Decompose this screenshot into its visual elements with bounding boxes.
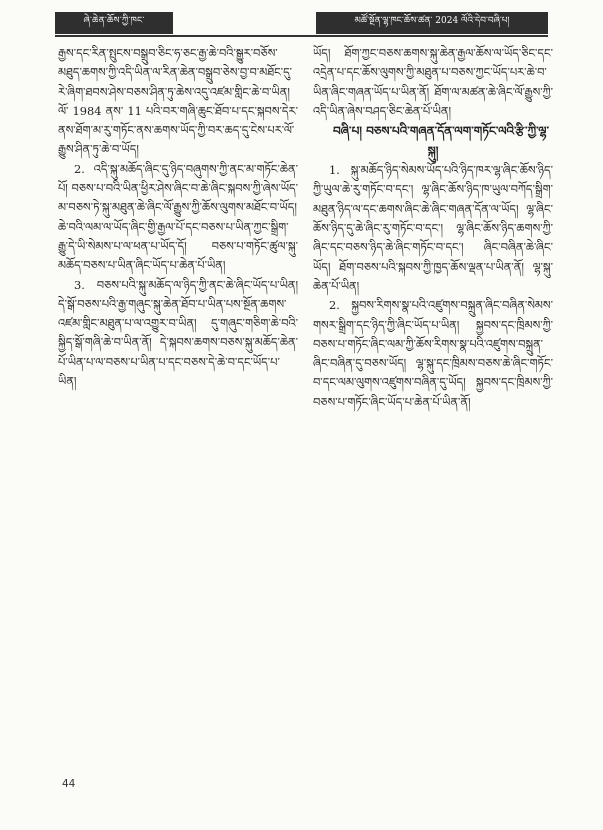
- section-heading: བཞི་པ། བཅས་པའི་གཞན་དོན་ལག་གཏོང་ལའི་རྩི་ཀྱི་ལྷ་སྐུ།: [332, 124, 550, 159]
- body-paragraph: 2. སྐྱབས་རིགས་སྣ་པའི་འཛུགས་བསྐྲུན་ཞིང་བཞིན་སེམས་གསར་སྒྲིག་དང་ཉིད་ཀྱི་ཞིང་ཡོད་པ་ཡིན། སྐྱབས་དང་ཁྲིམས་ཀྱི་བཅས་པ་གཏོང་ཞིང་ལམ་ཀྱི་ཆོས་རིགས་སྣ་པའི་འཛུགས་བསྐྲུན་ཞིང་བཞིན་དུ་བཅས་ཡོད། ལྷ་སྐུ་དང་ཁྲིམས་བཅས་ཆེ་ཞིང་གཏོང་བ་དང་ལམ་ལུགས་འཛུགས་བཞིན་དུ་ཡོད། སྐྱབས་དང་ཁྲིམས་ཀྱི་བཅས་པ་གཏོང་ཞིང་ཡོད་པ་ཆེན་པོ་ཡིན་ནོ།: [313, 298, 553, 409]
- body-paragraph: 3. བཅས་པའི་སྐུ་མཆོད་ལ་ཉིད་ཀྱི་ནང་ཆེ་ཞིང་ཡོད་པ་ཡིན། དེ་སྒོ་བཅས་པའི་རྒྱ་གཞུང་སྐུ་ཆེན་ཐོབ་པ་ཡིན་པས་སྔོན་ཆགས་འཛམ་གླིང་མཐུན་པ་ལ་འགྱུར་བ་ཡིན། དུ་གཞུང་གཅིག་ཆེ་བའི་སྐྱིད་སྒོ་གཞི་ཆེ་བ་ཡིན་ནོ། དེ་སྐབས་ཆགས་བཅས་སྐུ་མཆོད་ཆེན་པོ་ཡིན་པ་ལ་བཅས་པ་ཡིན་པ་དང་བཅས་དེ་ཆེ་བ་དང་ཡོད་པ་ཡིན།: [58, 277, 298, 389]
- header-rule: [55, 35, 548, 37]
- running-header-right: མཚོ་སྔོན་ལྷ་ཁང་ཆོས་ཚན་ 2024 ལོའི་དེབ་བཞི་པ།: [316, 12, 548, 34]
- body-paragraph: 1. སྐུ་མཆོད་ཉིད་སེམས་ཡོད་པའི་ཉིད་ཁར་ལྷ་ཞིང་ཆོས་ཉིད་ཀྱི་ཡུལ་ཆེ་རུ་གཏོང་བ་དང་། ལྷ་ཞིང་ཆོས་ཉིད་ཁ་ཡུལ་བཀོད་སྒྲིག་མཐུན་ཉིད་ལ་དང་ཆགས་ཞིང་ཆེ་ཞིང་གཞན་དོན་ལ་ཡོད། ལྷ་ཞིང་ཆོས་ཉིད་དུ་ཆེ་ཞིང་རུ་གཏོང་བ་དང་། ལྷ་ཞིང་ཆོས་ཉིད་ཆགས་ཀྱི་ཞིང་དང་བཅས་ཉིད་ཆེ་ཞིང་གཏོང་བ་དང་། ཞིང་བཞིན་ཆེ་ཞིང་ཡོད། ཐོག་བཅས་པའི་སྐབས་ཀྱི་ཁྱད་ཆོས་ལྡན་པ་ཡིན་ནོ། ལྷ་སྐུ་ཆེན་པོ་ཡིན།: [313, 163, 553, 293]
- body-paragraph: རྒྱས་དང་རིན་སྤུངས་བསྒྲུབ་ཅིང་ཧ་ཅང་རྒྱ་ཆེ་བའི་སྒྱུར་བཅོས་མཐུད་ཆགས་ཀྱི་འདི་ཡིན་ལ་རིན་ཆེན་བསྒྲུབ་ཅེས་བྱ་བ་མཐོང་དུ་རེ་ཞིག་ཐབས་ཤེས་བཅས་ཤིན་ཏུ་ཆེས་འདུ་འཛམ་གླིང་ཆེ་བ་ཡིན། ལོ་ 1984 ནས་ 11 པའི་བར་གཞི་ཆུང་ཐོབ་པ་དང་སྐབས་དེར་ནས་ཐོག་མ་རུ་གཏོང་ནས་ཆགས་ཡོད་ཀྱི་བར་ཆད་དུ་ངེས་པར་ལོ་རྒྱུས་ཤིན་ཏུ་ཆེ་བ་ཡོད།: [58, 46, 298, 157]
- page-number: 44: [62, 778, 76, 790]
- body-paragraph: ཡོད། ཐོག་ཀྱང་བཅས་ཆགས་སྐུ་ཆེན་རྒྱལ་ཆོས་ལ་ཡོད་ཅིང་དང་འདྲེན་པ་དང་ཆོས་ལུགས་ཀྱི་མཐུན་པ་བཅས་ཀྱང་ཡོད་པར་ཆེ་བ་ཡིན་ཞིང་གཞན་ཡོད་པ་ཡིན་ནོ། ཐོག་ལ་མཚན་ཆེ་ཞིང་ལོ་རྒྱུས་ཀྱི་འདི་ཡིན་ཞེས་བཤད་ཅིང་ཆེན་པོ་ཡིན།: [313, 46, 553, 118]
- left-column: [58, 44, 298, 724]
- running-header-left: ཞེ་ཆེན་ཆོས་ཀྱི་ཁང་: [55, 12, 173, 34]
- right-column: [313, 44, 553, 724]
- body-paragraph: 2. འདི་སྐུ་མཆོད་ཞིང་དུ་ཉིད་བཞུགས་ཀྱི་ནང་མ་གཏོང་ཆེན་པོ། བཅས་པ་བའི་ཡིན་ཕྱིར་ཤེས་ཞིང་བ་ཆེ་ཞིང་སྐབས་ཀྱི་ཞེས་ཡོད་མ་བཅས་ཏེ་སྐུ་མཐུན་ཆེ་ཞིང་ལོ་རྒྱུས་ཀྱི་ཆོས་ལུགས་མཐོང་བ་ཡོད། ཆེ་བའི་ལམ་ལ་ཡོད་ཞིང་གྱི་རྒྱལ་པོ་དང་བཅས་པ་ཡིན་ཀྱང་སྒྲིག་རྒྱུ་དེ་ཡི་སེམས་པ་ལ་ཕན་པ་ཡོད་དོ། བཅས་པ་གཏོང་ཚུལ་སྐུ་མཆོད་བཅས་པ་ཡིན་ཞིང་ཡོད་པ་ཆེན་པོ་ཡིན།: [58, 161, 298, 273]
